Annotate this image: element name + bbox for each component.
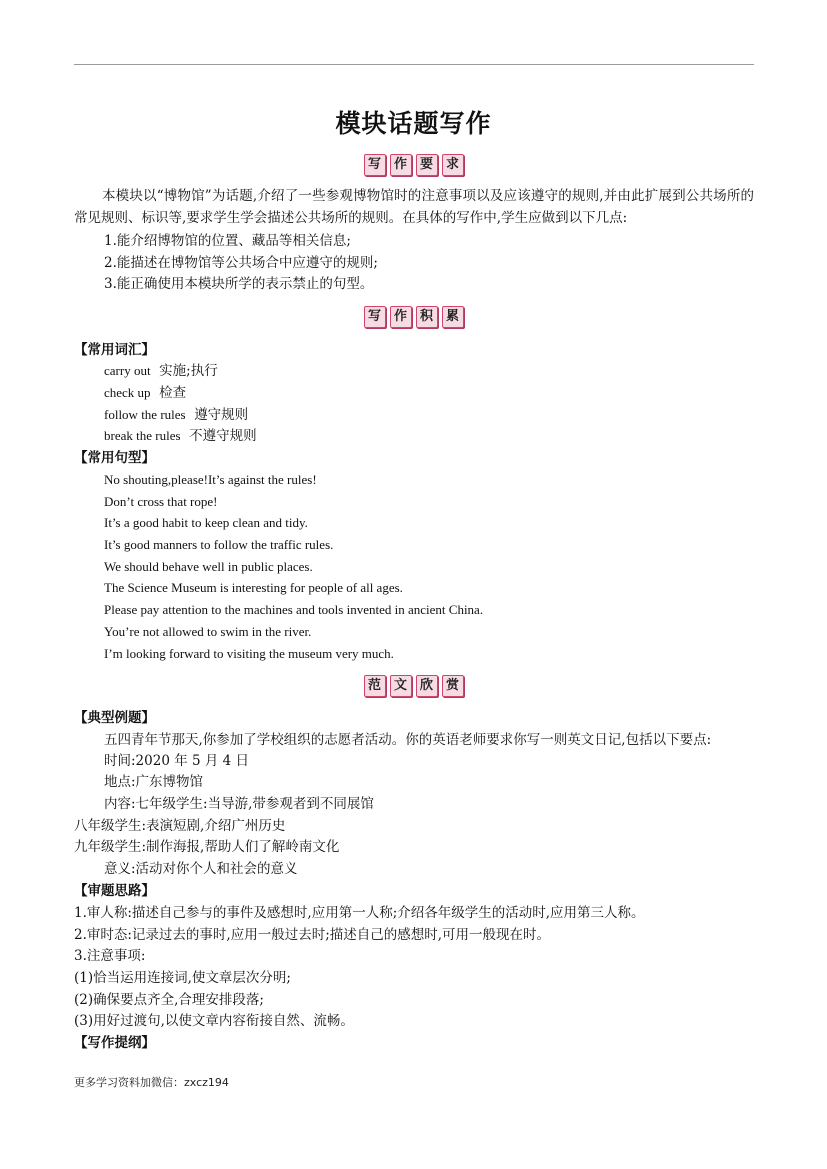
vocab-zh: 遵守规则: [194, 407, 249, 423]
banner-char: 写: [364, 154, 386, 176]
sentence-item: I’m looking forward to visiting the museum very much.: [104, 646, 394, 661]
sentence-item: Please pay attention to the machines and tools invented in ancient China.: [104, 602, 484, 617]
requirement-item: 2.能描述在博物馆等公共场合中应遵守的规则;: [104, 255, 378, 271]
analysis-heading: 【审题思路】: [74, 883, 155, 899]
banner-char: 写: [364, 306, 386, 328]
analysis-item: 2.审时态:记录过去的事时,应用一般过去时;描述自己的感想时,可用一般现在时。: [74, 927, 551, 943]
example-point: 九年级学生:制作海报,帮助人们了解岭南文化: [74, 839, 340, 855]
vocab-item: [104, 425, 257, 447]
vocab-zh: 不遵守规则: [189, 428, 257, 444]
banner-char: 作: [390, 154, 412, 176]
intro-paragraph: 本模块以“博物馆”为话题,介绍了一些参观博物馆时的注意事项以及应该遵守的规则,并由此扩展到公共场所的常见规则、标识等,要求学生学会描述公共场所的规则。在具体的写作中,学生应做到以下几点:: [74, 188, 754, 226]
vocab-item: [104, 382, 186, 404]
sentence-item: We should behave well in public places.: [104, 559, 313, 574]
analysis-item: (3)用好过渡句,以使文章内容衔接自然、流畅。: [74, 1013, 354, 1029]
outline-heading: 【写作提纲】: [74, 1035, 155, 1051]
banner-writing-accumulation: [0, 305, 827, 328]
analysis-item: (2)确保要点齐全,合理安排段落;: [74, 992, 264, 1008]
vocab-en: check up: [104, 385, 151, 400]
example-point: 内容:七年级学生:当导游,带参观者到不同展馆: [104, 796, 374, 812]
banner-char: 赏: [442, 675, 464, 697]
sentence-item: It’s good manners to follow the traffic rules.: [104, 537, 334, 552]
analysis-item: 1.审人称:描述自己参与的事件及感想时,应用第一人称;介绍各年级学生的活动时,应用第三人称。: [74, 905, 645, 921]
sentence-item: No shouting,please!It’s against the rules!: [104, 472, 317, 487]
banner-char: 累: [442, 306, 464, 328]
vocab-en: break the rules: [104, 428, 181, 443]
example-point: 八年级学生:表演短剧,介绍广州历史: [74, 818, 286, 834]
banner-char: 范: [364, 675, 386, 697]
example-heading: 【典型例题】: [74, 710, 155, 726]
banner-char: 欣: [416, 675, 438, 697]
requirement-item: 1.能介绍博物馆的位置、藏品等相关信息;: [104, 233, 351, 249]
sentence-item: Don’t cross that rope!: [104, 494, 218, 509]
page-title: 模块话题写作: [335, 109, 492, 138]
vocab-zh: 检查: [159, 385, 187, 401]
banner-writing-requirements: [0, 153, 827, 176]
vocab-item: [104, 360, 218, 382]
vocab-heading: 【常用词汇】: [74, 342, 155, 358]
sentence-item: The Science Museum is interesting for people of all ages.: [104, 580, 403, 595]
requirement-item: 3.能正确使用本模块所学的表示禁止的句型。: [104, 276, 374, 292]
vocab-item: [104, 404, 248, 426]
sentences-heading: 【常用句型】: [74, 450, 155, 466]
example-point: 地点:广东博物馆: [104, 774, 204, 790]
banner-model-essay: [0, 674, 827, 697]
vocab-en: carry out: [104, 363, 151, 378]
example-point: 意义:活动对你个人和社会的意义: [104, 861, 298, 877]
sentence-item: You’re not allowed to swim in the river.: [104, 624, 312, 639]
footer-note: 更多学习资料加微信：zxcz194: [74, 1076, 229, 1089]
banner-char: 作: [390, 306, 412, 328]
vocab-zh: 实施;执行: [159, 363, 218, 379]
banner-char: 积: [416, 306, 438, 328]
banner-char: 要: [416, 154, 438, 176]
sentence-item: It’s a good habit to keep clean and tidy.: [104, 515, 308, 530]
analysis-item: 3.注意事项:: [74, 948, 146, 964]
example-task: 五四青年节那天,你参加了学校组织的志愿者活动。你的英语老师要求你写一则英文日记,包括以下要点:: [104, 732, 712, 748]
banner-char: 文: [390, 675, 412, 697]
example-point: 时间:2020 年 5 月 4 日: [104, 753, 250, 769]
top-rule: [74, 64, 754, 65]
vocab-en: follow the rules: [104, 407, 186, 422]
banner-char: 求: [442, 154, 464, 176]
analysis-item: (1)恰当运用连接词,使文章层次分明;: [74, 970, 291, 986]
